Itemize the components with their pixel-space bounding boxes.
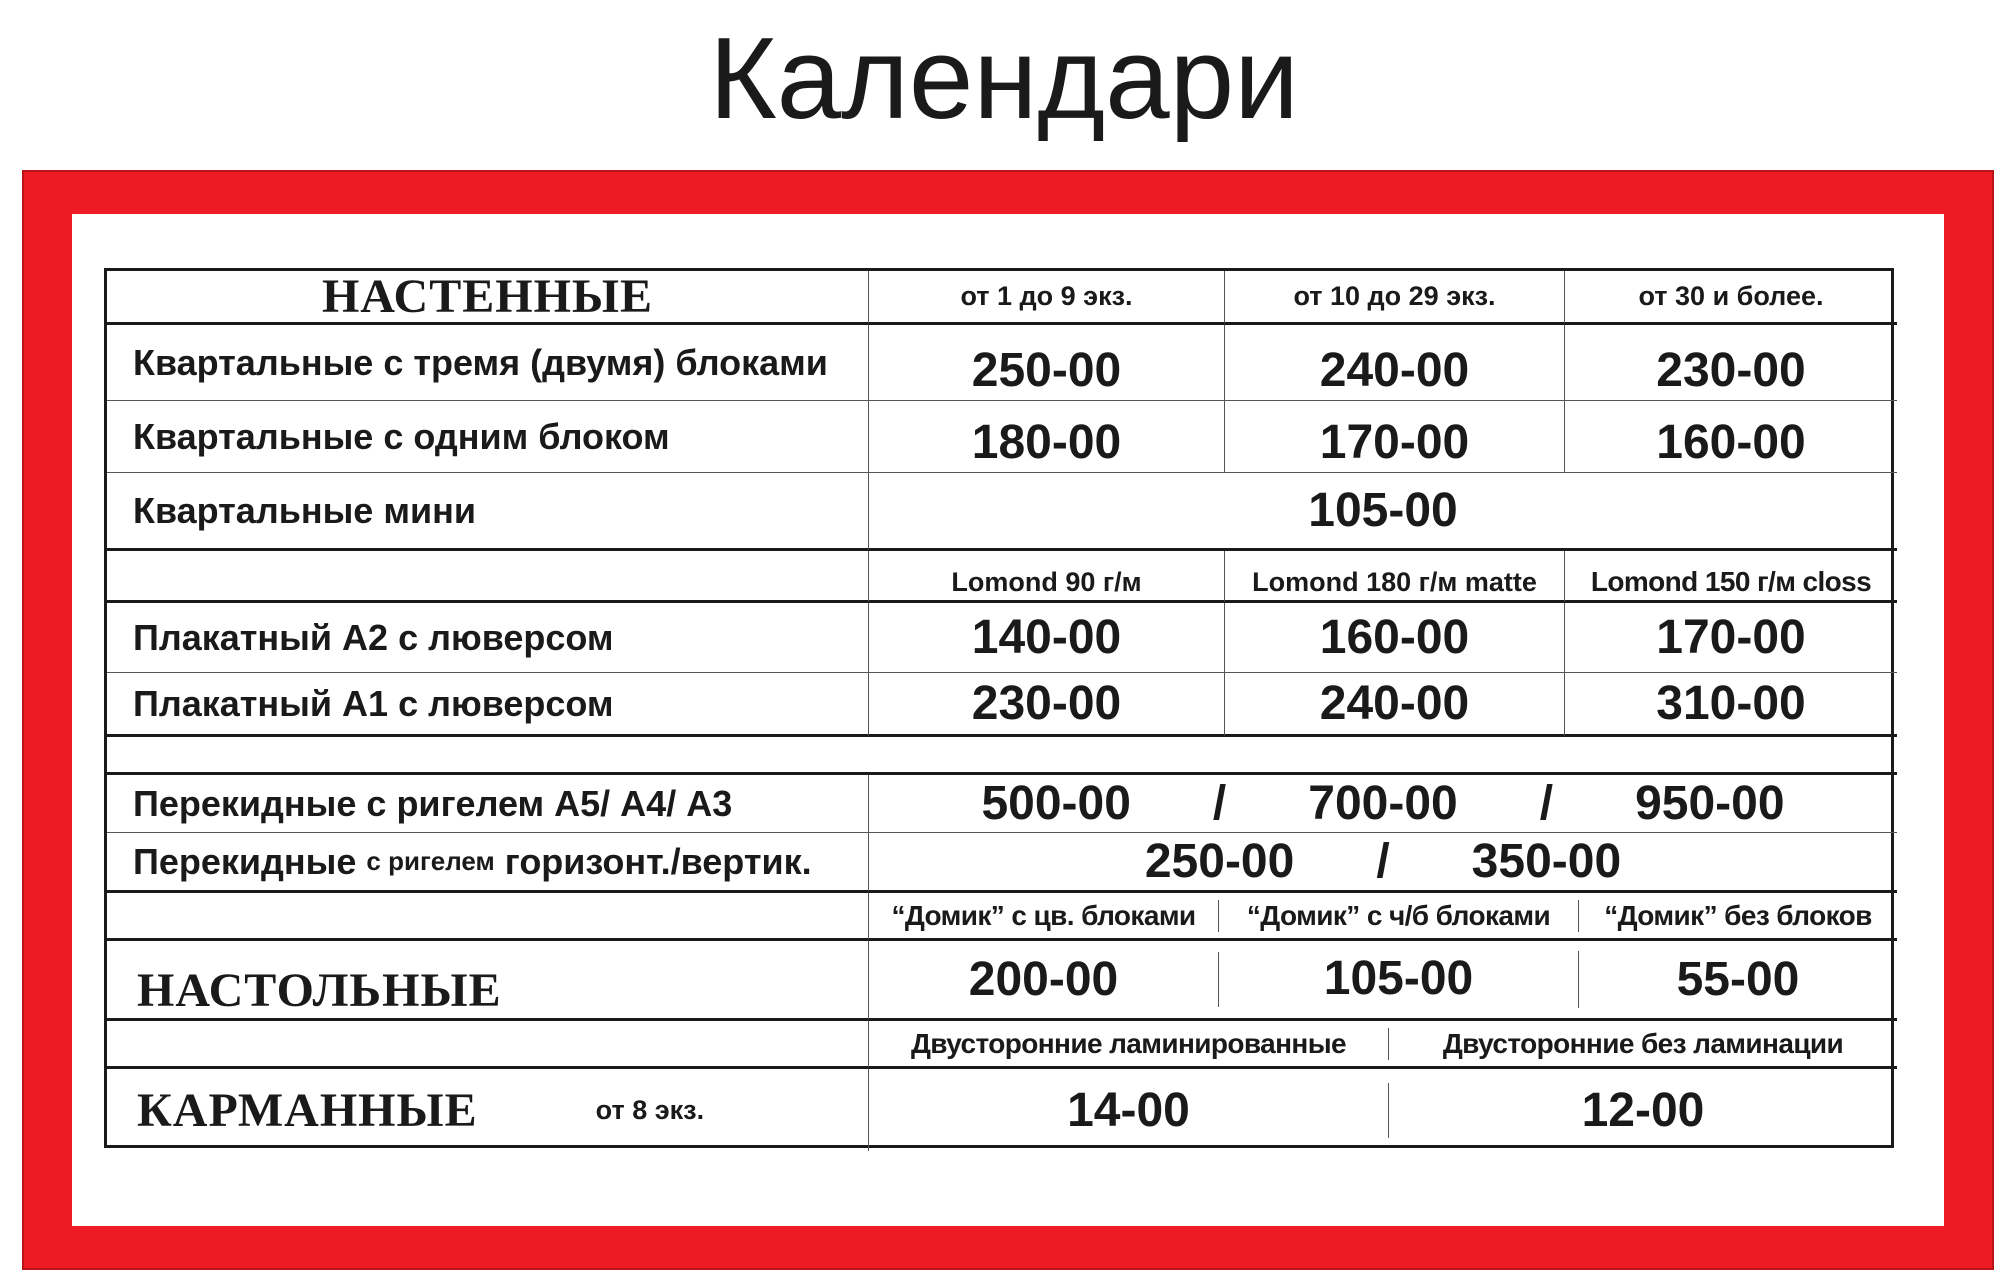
empty-cell <box>107 551 869 603</box>
row-label-flip-formats: Перекидные с ригелем А5/ А4/ А3 <box>107 775 869 833</box>
row-label-quarterly-one: Квартальные с одним блоком <box>107 401 869 473</box>
spacer-row <box>107 737 1897 775</box>
row-label-poster-a1: Плакатный А1 с люверсом <box>107 673 869 737</box>
price-cell: 160-00 <box>1565 401 1897 473</box>
empty-cell <box>107 1021 869 1069</box>
section-title-desk: НАСТОЛЬНЫЕ <box>107 941 869 1021</box>
price-cell: 230-00 <box>869 673 1225 737</box>
section-title-wall: НАСТЕННЫЕ <box>107 271 869 325</box>
section-title-pocket <box>107 1069 869 1151</box>
price-cell: 230-00 <box>1565 325 1897 401</box>
pocket-header-1: Двусторонние ламинированные <box>869 1028 1389 1060</box>
red-frame <box>22 170 1994 1270</box>
flip-label-main: Перекидные <box>133 840 357 882</box>
price-cell: 200-00 <box>869 952 1219 1007</box>
price-cell: 170-00 <box>1225 401 1565 473</box>
pocket-min-qty: от 8 экз. <box>595 1094 705 1125</box>
empty-cell <box>107 893 869 941</box>
price-cell: 240-00 <box>1225 325 1565 401</box>
desk-header-1: “Домик” с цв. блоками <box>869 900 1219 932</box>
price-cell: 160-00 <box>1225 603 1565 673</box>
desk-header-2: “Домик” с ч/б блоками <box>1219 900 1579 932</box>
price-cell: 12-00 <box>1581 1083 1705 1137</box>
flip-label-small: с ригелем <box>366 846 495 876</box>
desk-header-3: “Домик” без блоков <box>1604 899 1872 931</box>
qty-header-1: от 1 до 9 экз. <box>869 271 1225 325</box>
pocket-header-row <box>869 1021 1897 1069</box>
price-cell: 170-00 <box>1565 603 1897 673</box>
price-cell: 250-00 <box>869 325 1225 401</box>
row-label-quarterly-mini: Квартальные мини <box>107 473 869 551</box>
desk-header-row <box>869 893 1897 941</box>
price-table <box>104 268 1894 1148</box>
price-cell: 240-00 <box>1225 673 1565 737</box>
page-title: Календари <box>709 13 1299 143</box>
price-cell: 14-00 <box>869 1083 1389 1138</box>
price-cell-mini: 105-00 <box>869 473 1897 551</box>
qty-header-3: от 30 и более. <box>1565 271 1897 325</box>
pocket-title: КАРМАННЫЕ <box>137 1083 478 1137</box>
price-cell: 140-00 <box>869 603 1225 673</box>
price-cell-flip-orientation: 250-00 / 350-00 <box>869 833 1897 893</box>
price-cell: 105-00 <box>1219 951 1579 1008</box>
row-label-flip-orientation <box>107 833 869 893</box>
inner-panel <box>72 214 1944 1226</box>
pocket-header-2: Двусторонние без ламинации <box>1442 1027 1844 1059</box>
price-cell: 310-00 <box>1565 673 1897 737</box>
qty-header-2: от 10 до 29 экз. <box>1225 271 1565 325</box>
price-cell: 55-00 <box>1676 953 1800 1006</box>
row-label-quarterly-three: Квартальные с тремя (двумя) блоками <box>107 325 869 401</box>
price-cell: 180-00 <box>869 401 1225 473</box>
pocket-price-row <box>869 1069 1897 1151</box>
desk-price-row <box>869 941 1897 1021</box>
flip-label-rest: горизонт./вертик. <box>504 840 812 882</box>
paper-header-2: Lomond 180 г/м matte <box>1225 551 1565 603</box>
paper-header-1: Lomond 90 г/м <box>869 551 1225 603</box>
paper-header-3: Lomond 150 г/м closs <box>1565 551 1897 603</box>
row-label-poster-a2: Плакатный А2 с люверсом <box>107 603 869 673</box>
price-cell-flip-formats: 500-00 / 700-00 / 950-00 <box>869 775 1897 833</box>
